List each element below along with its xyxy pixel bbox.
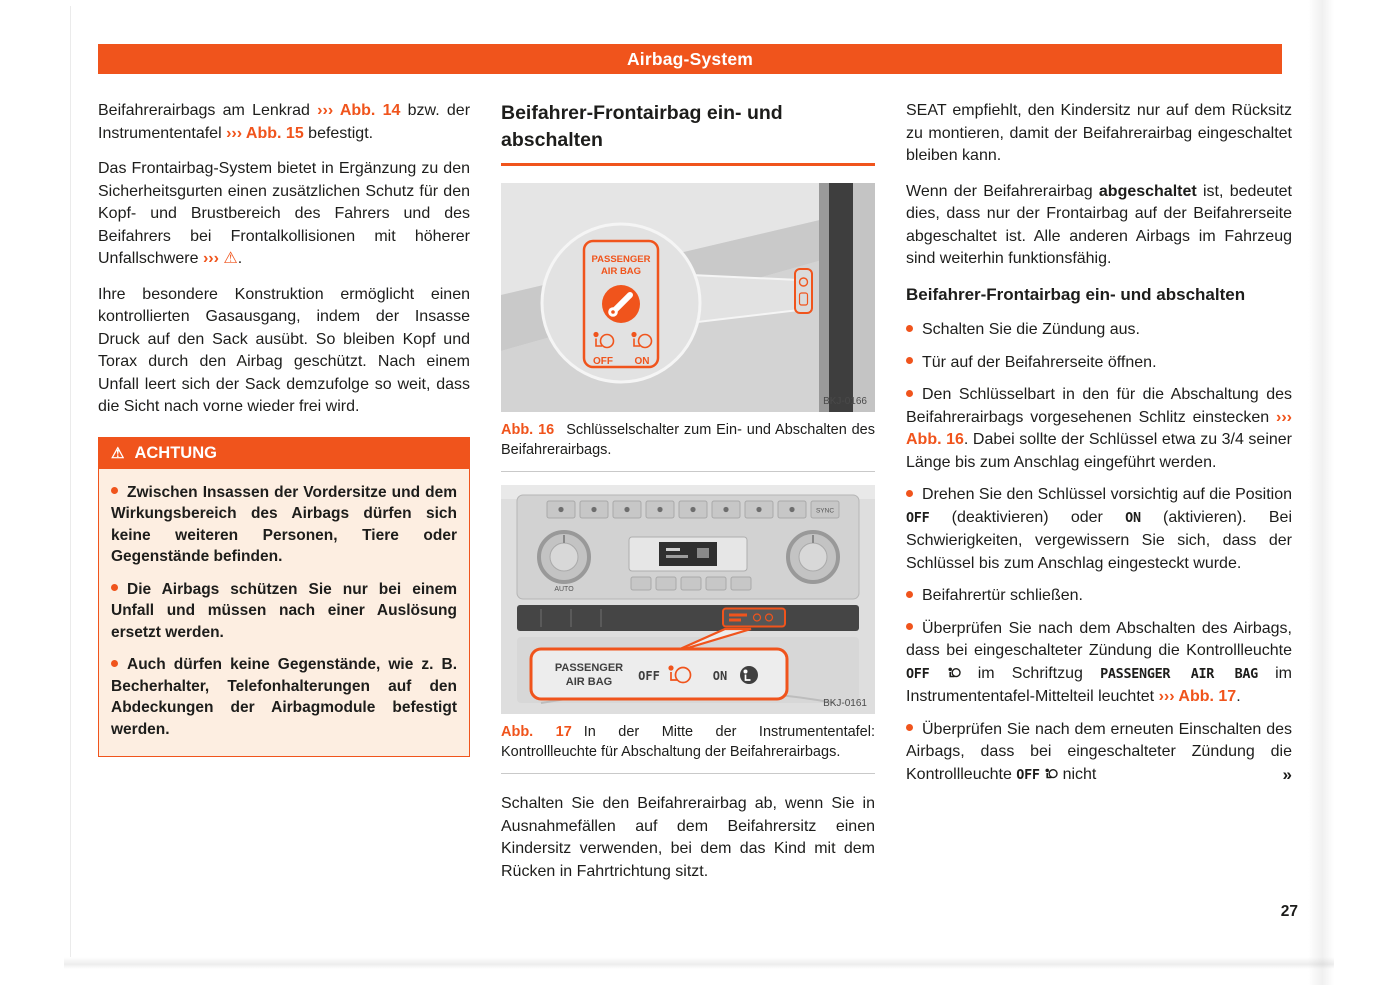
page-edge-shadow-bottom — [64, 957, 1334, 969]
figure-abb-16 — [501, 183, 875, 472]
page-number: 27 — [1280, 903, 1298, 920]
figure-caption-text: In der Mitte der Instrumententafel: Kontrollleuchte für Abschaltung der Beifahrerairbags. — [501, 724, 875, 760]
paragraph: Schalten Sie den Beifahrerairbag ab, wenn Sie in Ausnahmefällen auf dem Beifahrersitz einen Kindersitz verwenden, bei dem das Kind mit dem Rücken in Fahrtrichtung sitzt. — [501, 795, 875, 880]
figure-caption-text: Schlüsselschalter zum Ein- und Abschalten des Beifahrerairbags. — [501, 422, 875, 458]
callout-off-label: OFF — [638, 669, 660, 683]
step-text: Überprüfen Sie nach dem erneuten Einschalten des Airbags, dass bei eingeschalteter Zündung die Kontrollleuchte OFF nicht — [906, 720, 1292, 783]
warning-box-title: ACHTUNG — [134, 443, 217, 462]
airbag-off-indicator-icon — [947, 665, 961, 682]
door-pillar — [819, 183, 875, 412]
bullet-icon — [906, 325, 913, 332]
bullet-icon — [111, 660, 118, 667]
abb-reference-link[interactable]: Abb. 16 — [906, 431, 964, 448]
instruction-step — [906, 719, 1292, 788]
callout-label-line2: AIR BAG — [565, 676, 613, 688]
middle-column — [501, 100, 875, 896]
warning-item — [111, 654, 457, 740]
paragraph: Beifahrerairbags am Lenkrad ››› Abb. 14 bzw. der Instrumententafel ››› Abb. 15 befestigt. — [98, 102, 471, 142]
paragraph: Wenn der Beifahrerairbag abgeschaltet ist, bedeutet dies, dass nur der Frontairbag auf der Beifahrerseite abgeschaltet ist. Alle anderen Airbags im Fahrzeug sind weiterhin funktionsfähig. — [906, 182, 1292, 267]
continuation-mark: » — [1282, 764, 1292, 784]
warning-box — [98, 437, 470, 758]
bullet-icon — [906, 591, 913, 598]
warning-triangle-icon: ⚠ — [111, 444, 125, 462]
abb-reference-link[interactable]: Abb. 14 — [339, 102, 401, 119]
instruction-step — [906, 585, 1292, 608]
chapter-title: Airbag-System — [626, 48, 754, 69]
auto-button-label: AUTO — [554, 586, 574, 593]
section-heading: Beifahrer-Frontairbag ein- und abschalten — [501, 102, 783, 151]
page-edge-line — [70, 6, 71, 957]
abb-reference-link[interactable]: Abb. 17 — [1178, 688, 1237, 705]
bullet-icon — [906, 724, 913, 731]
right-column — [906, 100, 1292, 896]
airbag-off-indicator-icon — [1044, 766, 1058, 783]
page-edge-shadow-right — [1308, 0, 1334, 985]
airbag-switch-on-panel — [795, 269, 812, 313]
sync-button-label: SYNC — [815, 507, 835, 515]
warning-box-header — [99, 438, 469, 469]
switch-on-label: ON — [634, 356, 650, 367]
step-text: Überprüfen Sie nach dem Abschalten des Airbags, dass bei eingeschalteter Zündung die Kontrollleuchte OFF im Schriftzug PASSENGER AIR BAG im Instrumententafel-Mittelteil leuchtet ››› Abb. 17. — [906, 619, 1293, 705]
bullet-icon — [906, 390, 913, 397]
abb-reference-link[interactable]: Abb. 15 — [245, 124, 304, 142]
warning-item-text: Zwischen Insassen der Vordersitze und dem Wirkungsbereich des Airbags dürfen sich keine weiteren Personen, Tiere oder Gegenstände befinden. — [111, 483, 457, 565]
step-text: Schalten Sie die Zündung aus. — [922, 321, 1140, 338]
figure-caption — [501, 412, 875, 472]
display-strip — [517, 605, 859, 631]
step-text: Drehen Sie den Schlüssel vorsichtig auf die Position OFF (deaktivieren) oder ON (aktivieren). Bei Schwierigkeiten, vergewissern Sie sich, dass der Schlüssel bis zum Anschlag eingesteckt wurde. — [906, 486, 1292, 572]
fig17-illustration — [501, 485, 875, 714]
bullet-icon — [906, 357, 913, 364]
instruction-step — [906, 618, 1292, 709]
step-text: Tür auf der Beifahrerseite öffnen. — [922, 353, 1157, 371]
instruction-step — [906, 384, 1292, 474]
step-text: Beifahrertür schließen. — [922, 587, 1083, 604]
instruction-step — [906, 484, 1292, 575]
switch-label-line2: AIR BAG — [600, 266, 642, 277]
climate-control-panel — [517, 495, 859, 599]
warning-box-body — [99, 469, 469, 757]
bullet-icon — [111, 487, 118, 494]
key-switch-callout — [542, 224, 700, 382]
switch-label-line1: PASSENGER — [591, 254, 651, 265]
passenger-airbag-indicator — [723, 609, 785, 627]
figure-caption — [501, 714, 875, 774]
left-column — [98, 100, 470, 896]
warning-item — [111, 579, 457, 644]
page-columns — [98, 100, 1292, 896]
sub-heading: Beifahrer-Frontairbag ein- und abschalten — [906, 284, 1246, 304]
heading-rule — [501, 163, 875, 166]
airbag-on-indicator-icon — [740, 666, 758, 684]
step-text: Den Schlüsselbart in den für die Abschaltung des Beifahrerairbags vorgesehenen Schlitz einstecken ››› Abb. 16. Dabei sollte der Schlüssel etwa zu 3/4 seiner Länge bis zum Anschlag eingeführt werden. — [906, 386, 1293, 471]
paragraph: SEAT empfiehlt, den Kindersitz nur auf dem Rücksitz zu montieren, damit der Beifahrerairbag eingeschaltet bleiben kann. — [906, 102, 1292, 164]
warning-item-text: Auch dürfen keine Gegenstände, wie z. B. Becherhalter, Telefonhalterungen auf den Abdeckungen der Airbagmodule befestigt werden. — [111, 656, 457, 738]
callout-label-line1: PASSENGER — [554, 662, 624, 674]
instruction-step — [906, 319, 1292, 342]
warning-item — [111, 482, 457, 568]
chapter-header — [98, 44, 1282, 74]
paragraph: Ihre besondere Konstruktion ermöglicht einen kontrollierten Gasausgang, indem der Insasse Druck auf den Sack ausübt. So bleiben Kopf und Torax durch den Airbag geschützt. Nach einem Unfall leert sich der Sack demzufolge so weit, dass die Sicht nach vorne wieder frei wird. — [98, 285, 470, 415]
image-code: BKJ-0166 — [823, 396, 867, 407]
figure-abb-17 — [501, 485, 875, 774]
warning-item-text: Die Airbags schützen Sie nur bei einem Unfall und müssen nach einer Auslösung ersetzt werden. — [111, 580, 457, 641]
bullet-icon — [111, 584, 118, 591]
figure-label: Abb. 17 — [501, 724, 572, 740]
callout-on-label: ON — [712, 669, 728, 683]
bullet-icon — [906, 623, 913, 630]
fig16-illustration — [501, 183, 875, 412]
figure-label: Abb. 16 — [501, 422, 555, 438]
paragraph: Das Frontairbag-System bietet in Ergänzung zu den Sicherheitsgurten einen zusätzlichen Schutz für den Kopf- und Brustbereich des Fahrers und des Beifahrers bei Frontalkollisionen mit höherer Unfallschwere ››› ⚠. — [98, 160, 470, 267]
bullet-icon — [906, 490, 913, 497]
instruction-step — [906, 352, 1292, 375]
image-code: BKJ-0161 — [823, 698, 867, 709]
switch-off-label: OFF — [593, 356, 613, 367]
